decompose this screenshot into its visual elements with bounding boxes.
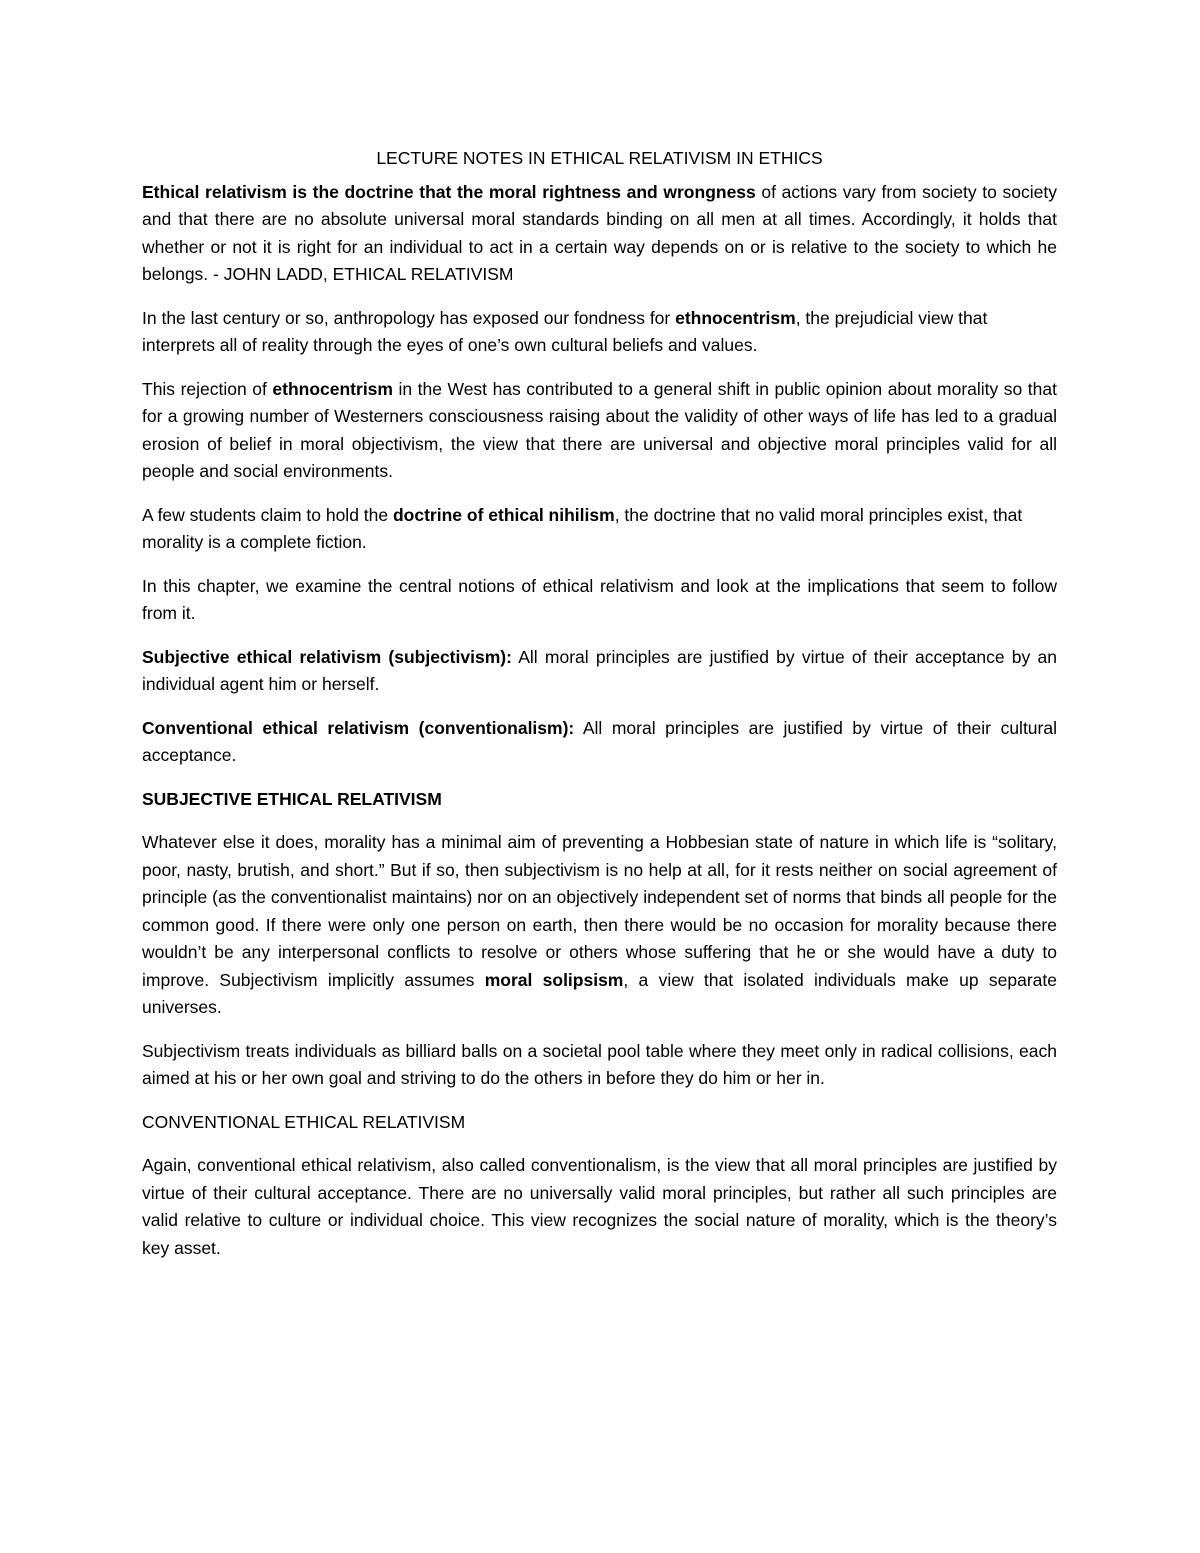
paragraph-text: In the last century or so, anthropology has exposed our fondness for bbox=[142, 307, 676, 328]
paragraph-text: A few students claim to hold the bbox=[142, 504, 393, 525]
bold-term: doctrine of ethical nihilism bbox=[392, 504, 615, 525]
bold-term: ethnocentrism bbox=[675, 307, 796, 328]
paragraph-rejection bbox=[142, 376, 1057, 486]
paragraph-text: in the West has contributed to a general shift in public opinion about morality so that for a growing number of Westerners consciousness raising about the validity of other ways of life has led to a gradual erosion of belief in moral objectivism, the view that there are universal and objective moral principles valid for all people and social environments. bbox=[142, 378, 1057, 481]
paragraph-text: , the prejudicial view that interprets all of reality through the eyes of one’s own cultural beliefs and values. bbox=[142, 307, 988, 355]
paragraph-text: All moral principles are justified by virtue of their acceptance by an individual agent him or herself. bbox=[142, 646, 1057, 694]
paragraph-text: All moral principles are justified by virtue of their cultural acceptance. bbox=[142, 717, 1057, 765]
section-heading-conventional: CONVENTIONAL ETHICAL RELATIVISM bbox=[142, 1111, 466, 1132]
document-body bbox=[142, 145, 1057, 1278]
bold-term: Subjective ethical relativism (subjectivism): bbox=[142, 646, 512, 667]
paragraph-chapter: In this chapter, we examine the central notions of ethical relativism and look at the implications that seem to follow from it. bbox=[142, 575, 1057, 623]
paragraph-billiard: Subjectivism treats individuals as billiard balls on a societal pool table where they meet only in radical collisions, each aimed at his or her own goal and striving to do the others in before they do him or her in. bbox=[142, 1040, 1057, 1088]
paragraph-text: , the doctrine that no valid moral principles exist, that morality is a complete fiction. bbox=[142, 504, 1023, 552]
paragraph-subjectivism-def bbox=[142, 644, 1057, 699]
paragraph-nihilism bbox=[142, 502, 1057, 557]
paragraph-text: This rejection of bbox=[142, 378, 273, 399]
bold-term: moral solipsism bbox=[484, 969, 624, 990]
paragraph-text: , a view that isolated individuals make up separate universes. bbox=[142, 969, 1057, 1017]
paragraph-text: of actions vary from society to society and that there are no absolute universal moral standards binding on all men at all times. Accordingly, it holds that whether or not it is right for an individual to act in a certain way depends on or is relative to the society to which he belongs. - JOHN LADD, ETHICAL RELATIVISM bbox=[142, 181, 1057, 284]
paragraph-text: Whatever else it does, morality has a minimal aim of preventing a Hobbesian state of nature in which life is “solitary, poor, nasty, brutish, and short.” But if so, then subjectivism is no help at all, for it rests neither on social agreement of principle (as the conventionalist maintains) nor on an objectively independent set of norms that binds all people for the common good. If there were only one person on earth, then there would be no occasion for morality because there wouldn’t be any interpersonal conflicts to resolve or others whose suffering that he or she would have a duty to improve. Subjectivism implicitly assumes bbox=[142, 832, 1057, 990]
paragraph-conventionalism-def bbox=[142, 715, 1057, 770]
bold-term: Conventional ethical relativism (conventionalism): bbox=[142, 717, 575, 738]
paragraph-conventional: Again, conventional ethical relativism, also called conventionalism, is the view that all moral principles are justified by virtue of their cultural acceptance. There are no universally valid moral principles, but rather all such principles are valid relative to culture or individual choice. This view recognizes the social nature of morality, which is the theory’s key asset. bbox=[142, 1155, 1057, 1258]
section-heading-subjective: SUBJECTIVE ETHICAL RELATIVISM bbox=[142, 788, 442, 809]
bold-term: ethnocentrism bbox=[272, 378, 393, 399]
paragraph-definition bbox=[142, 179, 1057, 289]
paragraph-hobbesian bbox=[142, 829, 1057, 1022]
document-title: LECTURE NOTES IN ETHICAL RELATIVISM IN ETHICS bbox=[376, 148, 823, 168]
paragraph-anthropology bbox=[142, 305, 1057, 360]
bold-phrase: Ethical relativism is the doctrine that the moral rightness and wrongness bbox=[142, 181, 756, 202]
